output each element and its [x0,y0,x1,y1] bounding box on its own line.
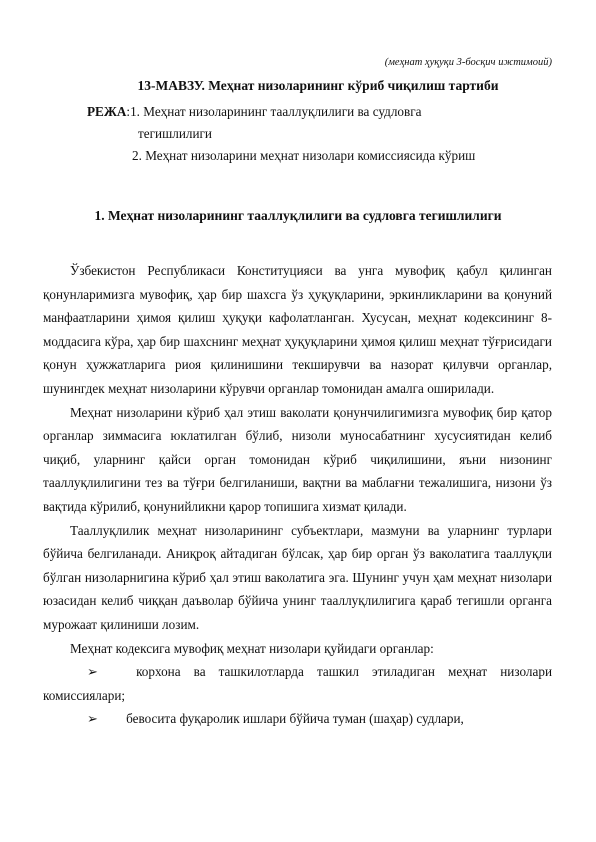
paragraph-4: Меҳнат кодексига мувофиқ меҳнат низолари қуйидаги органлар: [70,640,434,656]
topic-title: 13-МАВЗУ. Меҳнат низоларининг кўриб чиқилиш тартиби [137,78,499,93]
section-title: 1. Меҳнат низоларининг тааллуқлилиги ва судловга тегишлилиги [94,208,502,223]
paragraph-3: Тааллуқлилик меҳнат низоларининг субъектлари, мазмуни ва уларнинг турлари бўйича белгиланади. Аниқроқ айтадиган бўлсак, ҳар бир орган ўз ваколатига тааллуқли бўлган низоларнигина кўриб ҳал этиш ваколатига эга. Шунинг учун ҳам меҳнат низолари юзасидан келиб чиққан даъволар бўйича унинг тааллуқлилигига қараб тегишли органга мурожаат қилиниши лозим. [43,522,552,632]
bullet-arrow-icon: ➢ [87,711,99,727]
plan-item-2: 2. Меҳнат низоларини меҳнат низолари комиссиясида кўриш [132,148,476,163]
list-item-text: корхона ва ташкилотларда ташкил этиладиган меҳнат низолари комиссиялари; [43,664,552,703]
body-text [43,259,552,731]
bullet-arrow-icon: ➢ [87,664,99,680]
list-item-text: бевосита фуқаролик ишлари бўйича туман (шаҳар) судлари, [126,711,464,727]
plan-item-1-continuation: тегишлилиги [138,126,212,141]
plan-item-1 [87,101,475,123]
list-item [43,660,552,707]
plan-item-1-number: :1. [126,104,144,119]
plan-item-1-text: Меҳнат низоларининг тааллуқлилиги ва судловга [143,104,422,119]
paragraph-1: Ўзбекистон Республикаси Конституцияси ва унга мувофиқ қабул қилинган қонунларимизга мувофиқ, ҳар бир шахсга ўз ҳуқуқларини, эркинликларини ва қонуний манфаатларини ҳимоя қилиш ҳуқуқи кафолатланган. Хусусан, меҳнат кодексининг 8-моддасига кўра, ҳар бир шахснинг меҳнат ҳуқуқларини ҳимоя қилиш меҳнат тўғрисидаги қонун ҳужжатларига риоя қилинишини текширувчи ва назорат қилувчи органлар, шунингдек меҳнат низоларини кўрувчи органлар томонидан амалга оширилади. [43,263,552,396]
plan-label: РЕЖА [87,104,127,119]
plan-section [87,101,475,167]
list-item [43,707,552,731]
paragraph-2: Меҳнат низоларини кўриб ҳал этиш ваколати қонунчилигимизга мувофиқ бир қатор органлар зиммасига юклатилган бўлиб, низоли муносабатнинг хусусиятидан келиб чиқиб, уларнинг қайси орган томонидан кўриб чиқилишини, яъни низонинг тааллуқлилигини тез ва тўғри белгиланиши, вақтни ва маблағни тежалишига, низони ўз вақтида кўрилиб, қонунийликни қарор топишига хизмат қилади. [43,404,552,514]
header-note: (меҳнат ҳуқуқи 3-босқич ижтимоий) [384,57,552,68]
